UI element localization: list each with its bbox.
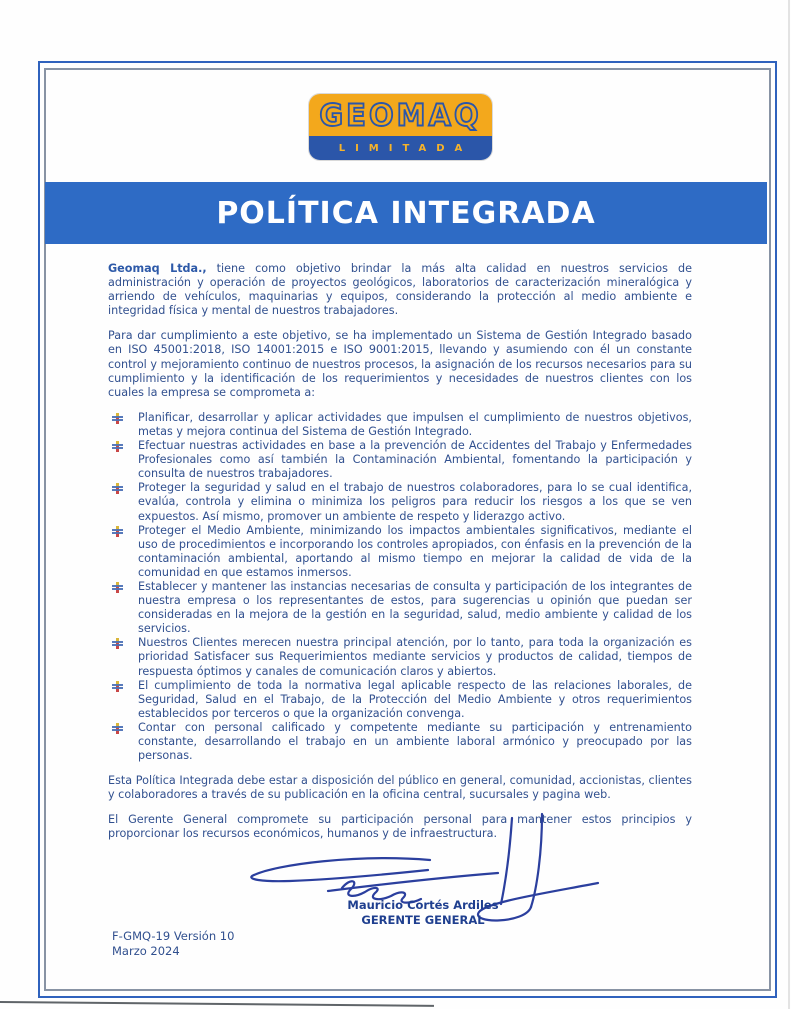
list-item: [138, 580, 692, 636]
commitments-list: [108, 411, 692, 763]
signer-role: GERENTE GENERAL: [361, 913, 485, 927]
list-item-text: Planificar, desarrollar y aplicar actividades que impulsen el cumplimiento de nuestros objetivos, metas y mejora continua del Sistema de Gestión Integrado.: [138, 410, 692, 438]
list-item: [138, 636, 692, 678]
bullet-logo-icon: [112, 723, 123, 734]
intro-paragraph: [108, 262, 692, 318]
list-item: [138, 721, 692, 763]
list-item: [138, 679, 692, 721]
list-item-text: El cumplimiento de toda la normativa legal aplicable respecto de las relaciones laborales, de Seguridad, Salud en el Trabajo, de la Protección del Medio Ambiente y otros requerimientos establecidos por terceros o que la organización convenga.: [138, 678, 692, 720]
bullet-logo-icon: [112, 582, 123, 593]
logo-subtitle-block: [309, 136, 492, 160]
list-item-text: Nuestros Clientes merecen nuestra principal atención, por lo tanto, para toda la organización es prioridad Satisfacer sus Requerimientos mediante servicios y productos de calidad, tiempos de respuesta óptimos y canales de comunicación claros y abiertos.: [138, 636, 692, 678]
availability-paragraph: Esta Política Integrada debe estar a disposición del público en general, comunidad, accionistas, clientes y colaboradores a través de su publicación en la oficina central, sucursales y pagina web.: [108, 774, 692, 802]
company-logo: [309, 94, 492, 160]
objective-paragraph: Para dar cumplimiento a este objetivo, se ha implementado un Sistema de Gestión Integrado basado en ISO 45001:2018, ISO 14001:2015 e ISO 9001:2015, llevando y asumiendo con él un constante control y mejoramiento continuo de nuestros procesos, la asignación de los recursos necesarios para su cumplimiento y la identificación de los requerimientos y necesidades de nuestros clientes con los cuales la empresa se comprometa a:: [108, 329, 692, 399]
bullet-logo-icon: [112, 638, 123, 649]
list-item-text: Proteger la seguridad y salud en el trabajo de nuestros colaboradores, para lo se cual identifica, evalúa, controla y elimina o minimiza los peligros para reducir los riesgos a los que se ven expuestos. Así mismo, promover un ambiente de respeto y liderazgo activo.: [138, 481, 692, 523]
list-item: [138, 411, 692, 439]
document-date: Marzo 2024: [112, 944, 180, 958]
signer-name: Mauricio Cortés Ardiles: [347, 898, 499, 912]
bullet-logo-icon: [112, 526, 123, 537]
document-footer: [112, 929, 234, 959]
logo-wordmark: GEOMAQ: [319, 97, 482, 133]
list-item: [138, 481, 692, 523]
logo-wordmark-block: [309, 94, 492, 136]
list-item-text: Efectuar nuestras actividades en base a la prevención de Accidentes del Trabajo y Enfermedades Profesionales como así también la Contaminación Ambiental, fomentando la participación y consulta de nuestros trabajadores.: [138, 439, 692, 481]
page-title: POLÍTICA INTEGRADA: [216, 195, 596, 231]
list-item-text: Establecer y mantener las instancias necesarias de consulta y participación de los integrantes de nuestra empresa o los representantes de estos, para sugerencias u opinión que puedan ser consideradas en la mejora de la gestión en la seguridad, salud, medio ambiente y calidad de los servicios.: [138, 579, 692, 636]
list-item: [138, 524, 692, 580]
document-code: F-GMQ-19 Versión 10: [112, 929, 235, 943]
title-band: [45, 182, 767, 244]
scan-page-curl-line: [0, 1001, 434, 1007]
bullet-logo-icon: [112, 413, 123, 424]
intro-paragraph-text: tiene como objetivo brindar la más alta calidad en nuestros servicios de administración y operación de proyectos geológicos, laboratorios de caracterización mineralógica y arriendo de vehículos, maquinarias y equipos, considerando la protección al medio ambiente e integridad física y mental de nuestros trabajadores.: [108, 262, 692, 318]
bullet-logo-icon: [112, 441, 123, 452]
bullet-logo-icon: [112, 681, 123, 692]
policy-body: [108, 262, 692, 853]
scan-page-edge: [788, 0, 790, 1009]
logo-subtitle: LIMITADA: [338, 142, 473, 154]
company-name-lead: Geomaq Ltda.,: [108, 262, 207, 275]
list-item-text: Proteger el Medio Ambiente, minimizando los impactos ambientales significativos, mediante el uso de procedimientos e incorporando los controles apropiados, con énfasis en la prevención de la contaminación ambiental, aportando al mismo tiempo en mejorar la calidad de vida de la comunidad en que estamos inmersos.: [138, 523, 692, 579]
manager-commitment-paragraph: El Gerente General compromete su participación personal para mantener estos principios y proporcionar los recursos económicos, humanos y de infraestructura.: [108, 813, 692, 841]
list-item: [138, 439, 692, 481]
list-item-text: Contar con personal calificado y competente mediante su participación y entrenamiento constante, desarrollando el trabajo en un ambiente laboral armónico y preocupado por las personas.: [138, 720, 692, 763]
bullet-logo-icon: [112, 483, 123, 494]
